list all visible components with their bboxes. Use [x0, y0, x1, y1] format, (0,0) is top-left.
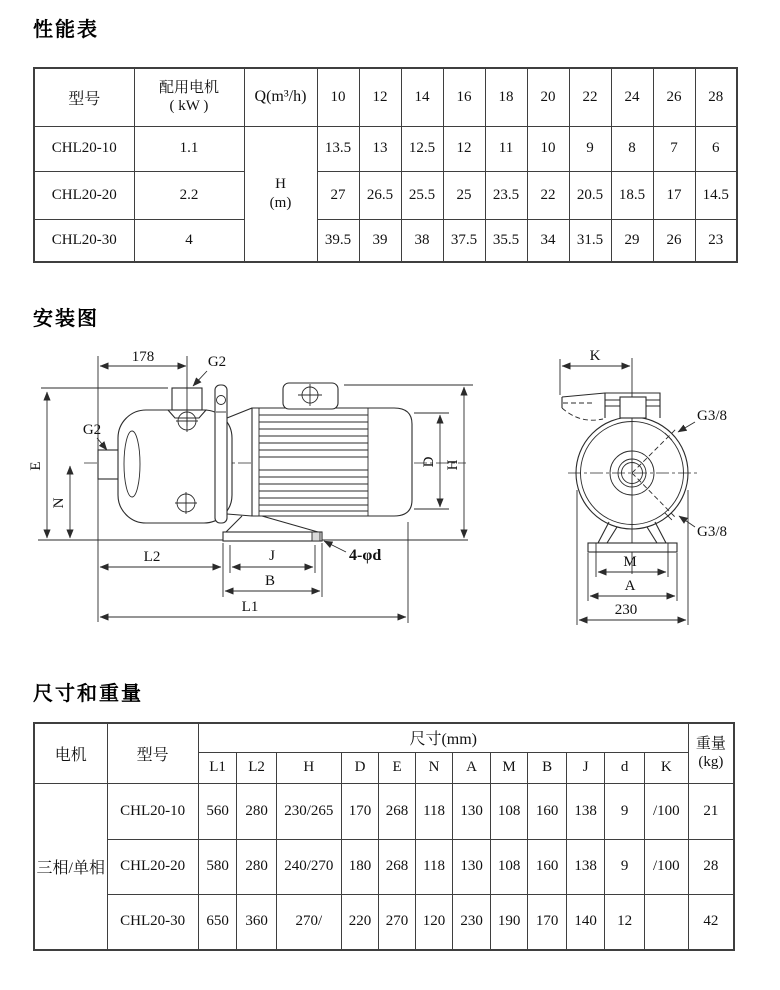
dim-value: 230	[453, 894, 491, 950]
dim-value: /100	[644, 839, 688, 894]
table-row	[34, 894, 734, 950]
dim-label-d: D	[421, 456, 437, 468]
head-value: 11	[485, 126, 527, 171]
dim-value: 240/270	[276, 839, 341, 894]
head-value: 10	[527, 126, 569, 171]
flow-value: 26	[653, 68, 695, 126]
dim-value: 170	[341, 783, 379, 839]
dim-value: 360	[237, 894, 277, 950]
dim-value: 130	[453, 839, 491, 894]
head-value: 37.5	[443, 219, 485, 262]
table-row	[34, 839, 734, 894]
head-value: 29	[611, 219, 653, 262]
dim-value: 160	[528, 783, 567, 839]
head-value: 26	[653, 219, 695, 262]
motor-column-header: 电机	[34, 723, 107, 783]
head-value: 34	[527, 219, 569, 262]
dim-value: 268	[379, 839, 416, 894]
head-value: 20.5	[569, 171, 611, 219]
installation-diagram	[0, 340, 780, 640]
head-value: 35.5	[485, 219, 527, 262]
dim-column-header: B	[528, 752, 567, 783]
dim-label-k: K	[589, 348, 601, 364]
dim-label-a: A	[624, 578, 636, 594]
dim-column-header: H	[276, 752, 341, 783]
dim-column-header: d	[605, 752, 645, 783]
dim-value: 580	[198, 839, 237, 894]
dim-value: 180	[341, 839, 379, 894]
table-header-row	[34, 723, 734, 752]
head-value: 7	[653, 126, 695, 171]
dim-value: 120	[415, 894, 453, 950]
port-label-g38-top: G3/8	[697, 408, 727, 424]
dim-value: 650	[198, 894, 237, 950]
dim-label-h: H	[445, 459, 461, 471]
dim-value: 130	[453, 783, 491, 839]
table-row	[34, 783, 734, 839]
table-header-row	[34, 68, 737, 126]
dim-label-m: M	[623, 554, 637, 570]
head-value: 13.5	[317, 126, 359, 171]
head-value: 31.5	[569, 219, 611, 262]
flow-value: 24	[611, 68, 653, 126]
dim-label-j: J	[269, 548, 275, 564]
motor-type-cell: 三相/单相	[34, 783, 107, 950]
head-value: 23.5	[485, 171, 527, 219]
head-value: 13	[359, 126, 401, 171]
dim-value: 270	[379, 894, 416, 950]
dim-column-header: J	[566, 752, 605, 783]
dim-label-l1: L1	[241, 599, 259, 615]
dim-value: 138	[566, 783, 605, 839]
flow-value: 10	[317, 68, 359, 126]
port-label-g2-top: G2	[207, 354, 227, 370]
dim-value: 160	[528, 839, 567, 894]
weight-value: 42	[688, 894, 734, 950]
head-value: 9	[569, 126, 611, 171]
dim-value: 108	[490, 839, 528, 894]
head-value: 25.5	[401, 171, 443, 219]
dim-column-header: D	[341, 752, 379, 783]
head-value: 27	[317, 171, 359, 219]
head-value: 6	[695, 126, 737, 171]
dim-column-header: N	[415, 752, 453, 783]
flow-value: 28	[695, 68, 737, 126]
side-view-drawing	[28, 349, 473, 623]
flow-value: 16	[443, 68, 485, 126]
head-value: 12	[443, 126, 485, 171]
table-row	[34, 126, 737, 171]
port-label-g2-side: G2	[82, 422, 102, 438]
dims-group-header: 尺寸(mm)	[198, 723, 688, 752]
table-row	[34, 219, 737, 262]
dim-value: 270/	[276, 894, 341, 950]
dim-column-header: M	[490, 752, 528, 783]
flow-rate-header: Q(m³/h)	[244, 68, 317, 126]
head-value: 39.5	[317, 219, 359, 262]
weight-column-header: 重量 (kg)	[688, 723, 734, 783]
flow-value: 14	[401, 68, 443, 126]
model-cell: CHL20-10	[107, 783, 198, 839]
head-value: 23	[695, 219, 737, 262]
dim-value: 9	[605, 839, 645, 894]
model-cell: CHL20-30	[107, 894, 198, 950]
dim-value: 108	[490, 783, 528, 839]
power-cell: 4	[134, 219, 244, 262]
flow-value: 20	[527, 68, 569, 126]
dim-column-header: L1	[198, 752, 237, 783]
power-cell: 1.1	[134, 126, 244, 171]
flow-value: 22	[569, 68, 611, 126]
head-value: 8	[611, 126, 653, 171]
model-cell: CHL20-30	[34, 219, 134, 262]
flow-value: 12	[359, 68, 401, 126]
dim-column-header: L2	[237, 752, 277, 783]
dim-value: 118	[415, 783, 453, 839]
dim-column-header: A	[453, 752, 491, 783]
dim-value: 268	[379, 783, 416, 839]
dim-label-l2: L2	[143, 549, 161, 565]
dim-label-n: N	[51, 497, 67, 509]
performance-table	[33, 67, 738, 263]
dim-column-header: E	[379, 752, 416, 783]
head-value: 25	[443, 171, 485, 219]
weight-value: 21	[688, 783, 734, 839]
model-cell: CHL20-20	[107, 839, 198, 894]
head-value: 22	[527, 171, 569, 219]
power-cell: 2.2	[134, 171, 244, 219]
end-view-drawing	[560, 348, 727, 625]
head-value: 18.5	[611, 171, 653, 219]
weight-value: 28	[688, 839, 734, 894]
dim-value: 190	[490, 894, 528, 950]
dim-value: 280	[237, 783, 277, 839]
head-value: 12.5	[401, 126, 443, 171]
table-row	[34, 171, 737, 219]
flow-value: 18	[485, 68, 527, 126]
dim-label-178: 178	[131, 349, 155, 365]
head-value: 17	[653, 171, 695, 219]
dim-value: 140	[566, 894, 605, 950]
dim-label-b: B	[264, 573, 276, 589]
head-value: 38	[401, 219, 443, 262]
dimensions-table	[33, 722, 735, 951]
dim-value: /100	[644, 783, 688, 839]
model-cell: CHL20-20	[34, 171, 134, 219]
port-label-g38-bottom: G3/8	[697, 524, 727, 540]
dim-value: 560	[198, 783, 237, 839]
model-column-header: 型号	[34, 68, 134, 126]
model-column-header: 型号	[107, 723, 198, 783]
dimensions-section-title: 尺寸和重量	[33, 683, 143, 705]
installation-section-title: 安装图	[33, 308, 99, 330]
dim-value: 9	[605, 783, 645, 839]
dim-value: 170	[528, 894, 567, 950]
dim-value	[644, 894, 688, 950]
head-value: 26.5	[359, 171, 401, 219]
head-value: 39	[359, 219, 401, 262]
motor-power-column-header: 配用电机 ( kW )	[134, 68, 244, 126]
dim-value: 12	[605, 894, 645, 950]
dim-label-230: 230	[614, 602, 638, 618]
dim-value: 138	[566, 839, 605, 894]
performance-section-title: 性能表	[33, 19, 99, 41]
dim-value: 230/265	[276, 783, 341, 839]
bolt-holes-callout: 4-φd	[349, 547, 382, 564]
model-cell: CHL20-10	[34, 126, 134, 171]
dim-label-e: E	[28, 461, 44, 471]
dim-value: 280	[237, 839, 277, 894]
head-value: 14.5	[695, 171, 737, 219]
dim-value: 220	[341, 894, 379, 950]
head-unit-cell: H (m)	[244, 126, 317, 262]
dim-column-header: K	[644, 752, 688, 783]
dim-value: 118	[415, 839, 453, 894]
